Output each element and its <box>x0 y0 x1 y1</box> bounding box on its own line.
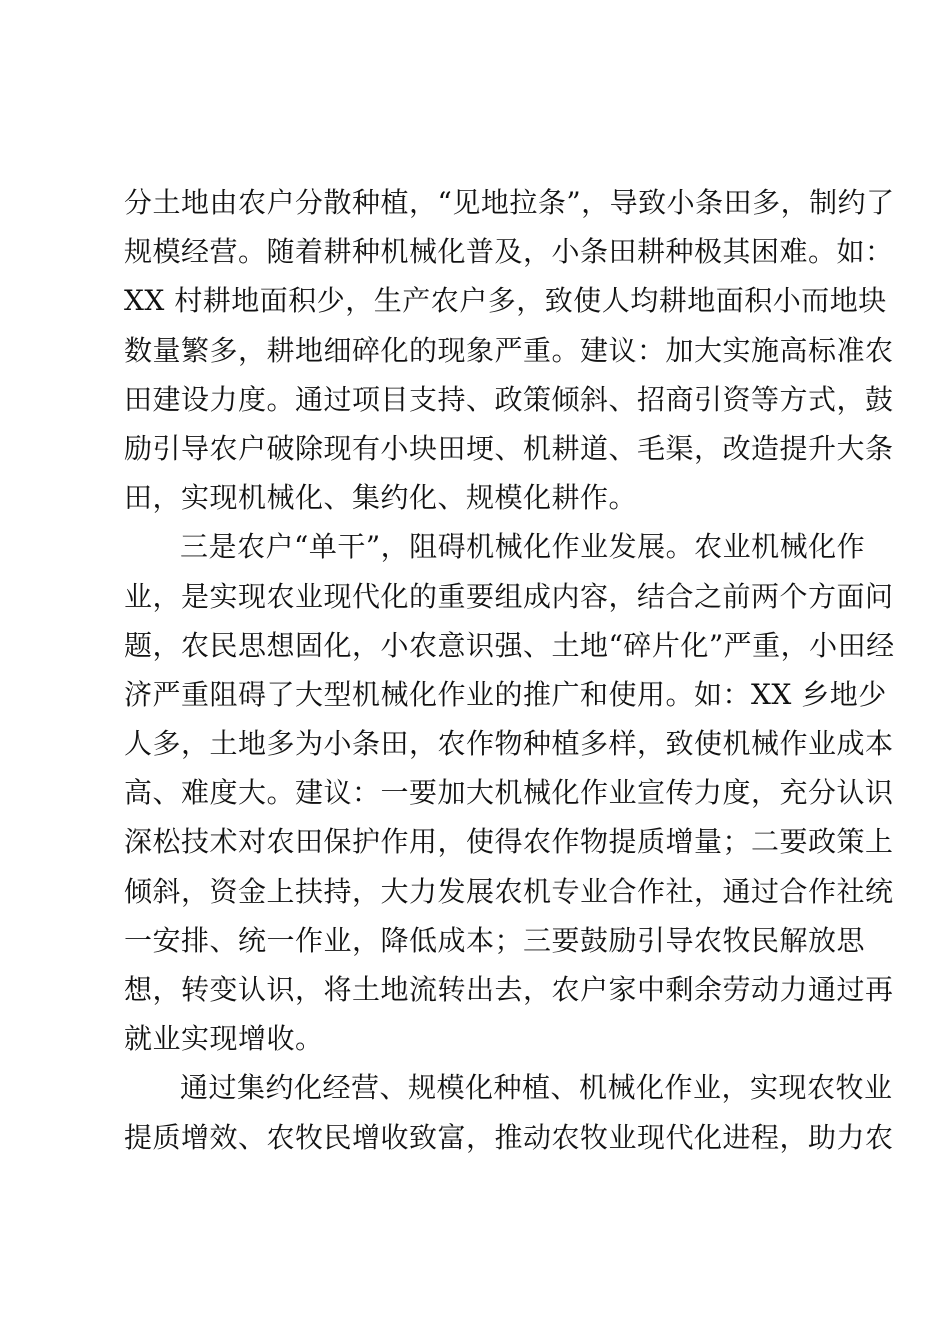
text-line: 提质增效、农牧民增收致富，推动农牧业现代化进程，助力农 <box>124 1120 894 1154</box>
text-line: 三是农户“单干”，阻碍机械化作业发展。农业机械化作 <box>180 530 866 564</box>
paragraph-point-three <box>124 522 895 1063</box>
text-line: 业，是实现农业现代化的重要组成内容，结合之前两个方面问 <box>124 579 894 613</box>
text-line: 田，实现机械化、集约化、规模化耕作。 <box>124 481 638 515</box>
text-line: 一安排、统一作业，降低成本；三要鼓励引导农牧民解放思 <box>124 923 866 957</box>
document-body <box>124 178 895 1162</box>
text-line: 高、难度大。建议：一要加大机械化作业宣传力度，充分认识 <box>124 776 894 810</box>
text-line: 想，转变认识，将土地流转出去，农户家中剩余劳动力通过再 <box>124 973 894 1006</box>
text-line: XX 村耕地面积少，生产农户多，致使人均耕地面积小而地块 <box>124 284 887 318</box>
text-line: 励引导农户破除现有小块田埂、机耕道、毛渠，改造提升大条 <box>124 431 894 465</box>
text-line: 规模经营。随着耕种机械化普及，小条田耕种极其困难。如： <box>124 235 894 269</box>
text-line: 分土地由农户分散种植，“见地拉条”，导致小条田多，制约了 <box>124 186 895 219</box>
text-line: 通过集约化经营、规模化种植、机械化作业，实现农牧业 <box>180 1071 893 1105</box>
paragraph-conclusion <box>124 1063 894 1161</box>
text-line: 就业实现增收。 <box>124 1022 324 1056</box>
text-line: 济严重阻碍了大型机械化作业的推广和使用。如：XX 乡地少 <box>124 677 887 711</box>
text-line: 题，农民思想固化，小农意识强、土地“碎片化”严重，小田经 <box>124 628 895 662</box>
text-line: 田建设力度。通过项目支持、政策倾斜、招商引资等方式，鼓 <box>124 382 894 416</box>
text-line: 人多，土地多为小条田，农作物种植多样，致使机械作业成本 <box>124 727 894 761</box>
text-line: 深松技术对农田保护作用，使得农作物提质增量；二要政策上 <box>124 825 894 859</box>
text-line: 数量繁多，耕地细碎化的现象严重。建议：加大实施高标准农 <box>124 333 894 367</box>
text-line: 倾斜，资金上扶持，大力发展农机专业合作社，通过合作社统 <box>124 874 894 908</box>
paragraph-continuation <box>124 178 895 522</box>
